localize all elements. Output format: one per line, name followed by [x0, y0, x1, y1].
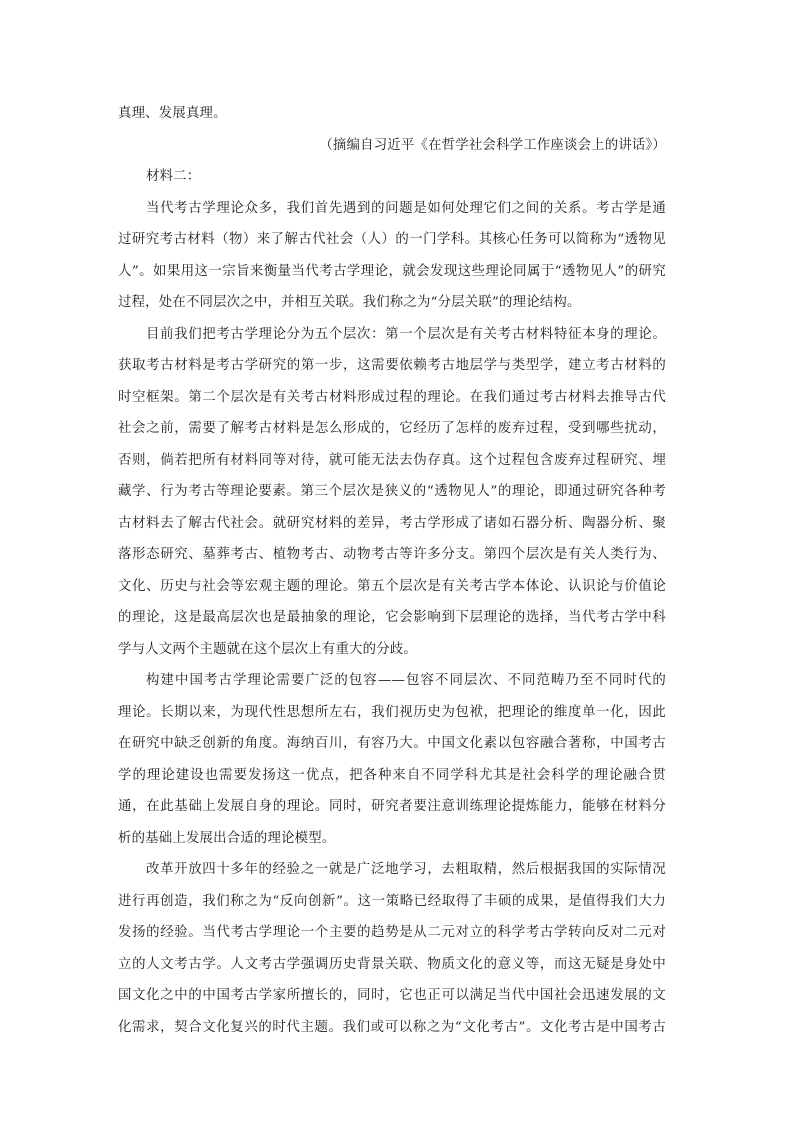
text-line: 藏学、行为考古等理论要素。第三个层次是狭义的“透物见人”的理论，即通过研究各种考 — [118, 484, 666, 499]
text-line: 文化、历史与社会等宏观主题的理论。第五个层次是有关考古学本体论、认识论与价值论 — [118, 578, 666, 594]
text-line: 在研究中缺乏创新的角度。海纳百川，有容乃大。中国文化素以包容融合著称，中国考古 — [118, 736, 666, 751]
text-line: 社会之前，需要了解考古材料是怎么形成的，它经历了怎样的废弃过程，受到哪些扰动， — [118, 421, 666, 436]
document-page — [118, 98, 666, 1043]
text-line: 通，在此基础上发展自身的理论。同时，研究者要注意训练理论提炼能力，能够在材料分 — [118, 799, 666, 814]
text-line: 学的理论建设也需要发扬这一优点，把各种来自不同学科尤其是社会科学的理论融合贯 — [118, 767, 666, 783]
text-line: 改革开放四十多年的经验之一就是广泛地学习，去粗取精，然后根据我国的实际情况 — [146, 862, 666, 877]
text-line: 构建中国考古学理论需要广泛的包容——包容不同层次、不同范畴乃至不同时代的 — [146, 673, 666, 688]
text-line: 国文化之中的中国考古学家所擅长的，同时，它也正可以满足当代中国社会迅速发展的文 — [118, 988, 666, 1003]
text-line: 材料二： — [146, 169, 201, 184]
text-line: 否则，倘若把所有材料同等对待，就可能无法去伪存真。这个过程包含废弃过程研究、埋 — [118, 452, 666, 468]
text-line: 落形态研究、墓葬考古、植物考古、动物考古等许多分支。第四个层次是有关人类行为、 — [118, 547, 666, 562]
text-line: 真理、发展真理。 — [118, 106, 227, 121]
text-line: 当代考古学理论众多，我们首先遇到的问题是如何处理它们之间的关系。考古学是通 — [146, 200, 666, 216]
text-line: 过研究考古材料（物）来了解古代社会（人）的一门学科。其核心任务可以简称为“透物见 — [118, 232, 666, 247]
text-line: 发扬的经验。当代考古学理论一个主要的趋势是从二元对立的科学考古学转向反对二元对 — [118, 925, 666, 940]
text-line: 过程，处在不同层次之中，并相互关联。我们称之为“分层关联”的理论结构。 — [118, 295, 581, 310]
text-line: 析的基础上发展出合适的理论模型。 — [118, 830, 336, 846]
text-line: 的理论，这是最高层次也是最抽象的理论，它会影响到下层理论的选择，当代考古学中科 — [118, 610, 666, 625]
text-line: 化需求，契合文化复兴的时代主题。我们或可以称之为“文化考古”。文化考古是中国考古 — [118, 1019, 666, 1035]
text-line: 理论。长期以来，为现代性思想所左右，我们视历史为包袱，把理论的维度单一化，因此 — [118, 704, 666, 720]
text-line: 古材料去了解古代社会。就研究材料的差异，考古学形成了诸如石器分析、陶器分析、聚 — [118, 515, 666, 531]
text-line: 目前我们把考古学理论分为五个层次：第一个层次是有关考古材料特征本身的理论。 — [146, 326, 666, 342]
text-line: 时空框架。第二个层次是有关考古材料形成过程的理论。在我们通过考古材料去推导古代 — [118, 389, 666, 405]
text-line: 立的人文考古学。人文考古学强调历史背景关联、物质文化的意义等，而这无疑是身处中 — [118, 956, 666, 972]
text-line: 获取考古材料是考古学研究的第一步，这需要依赖考古地层学与类型学，建立考古材料的 — [118, 358, 666, 373]
text-line: 进行再创造，我们称之为“反向创新”。这一策略已经取得了丰硕的成果，是值得我们大力 — [118, 893, 666, 909]
text-line: 学与人文两个主题就在这个层次上有重大的分歧。 — [118, 641, 417, 657]
citation-line: （摘编自习近平《在哲学社会科学工作座谈会上的讲话》） — [319, 137, 666, 153]
text-line: 人”。如果用这一宗旨来衡量当代考古学理论，就会发现这些理论同属于“透物见人”的研究 — [118, 263, 666, 279]
